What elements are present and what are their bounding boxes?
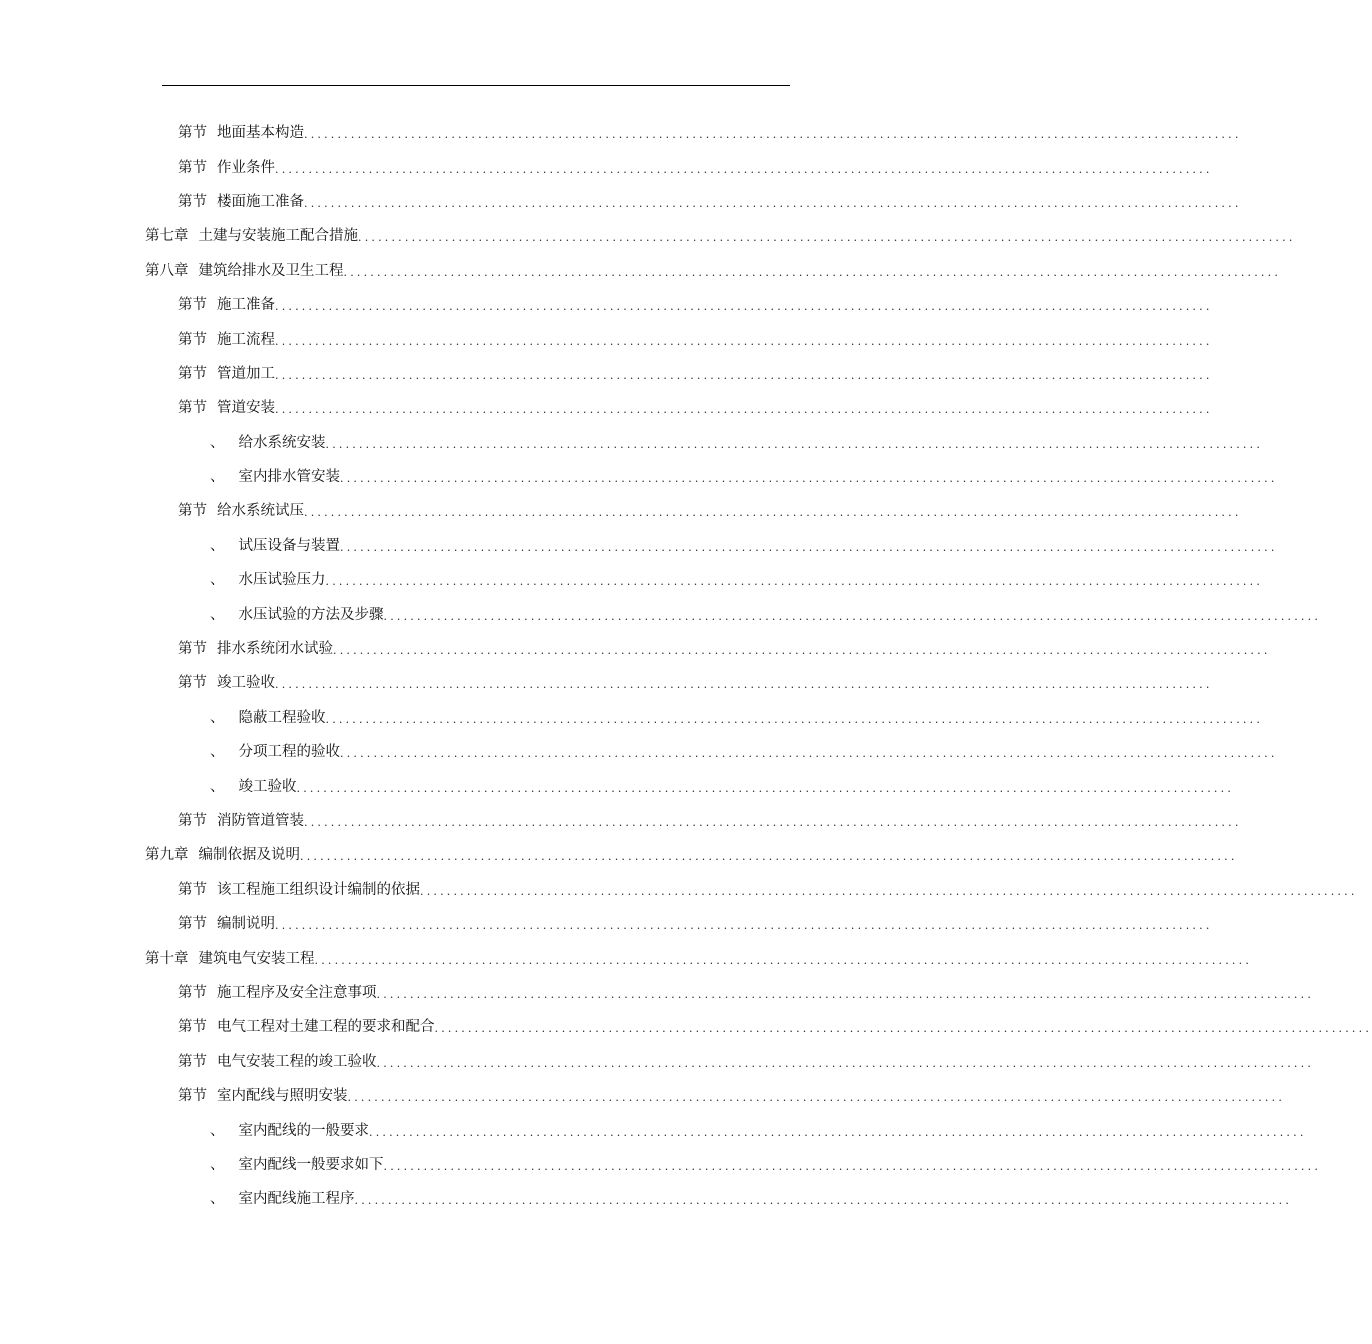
dot-leader: ............................................................................................................................................ bbox=[275, 368, 1213, 382]
toc-entry-title: 电气工程对土建工程的要求和配合 bbox=[217, 1019, 435, 1036]
dot-leader: ............................................................................................................................................ bbox=[383, 609, 1322, 623]
dot-leader: ............................................................................................................................................ bbox=[304, 506, 1242, 520]
table-of-contents bbox=[0, 116, 1372, 1217]
toc-entry-text bbox=[210, 1122, 369, 1140]
toc-entry-title: 室内排水管安装 bbox=[238, 469, 340, 486]
toc-entry-text bbox=[178, 124, 304, 142]
toc-entry-prefix: 第节 bbox=[178, 1088, 207, 1105]
dot-leader: ............................................................................................................................................ bbox=[300, 850, 1238, 864]
toc-entry-text bbox=[210, 778, 297, 796]
toc-entry-prefix: 第节 bbox=[178, 400, 207, 417]
toc-entry-title: 土建与安装施工配合措施 bbox=[198, 228, 358, 245]
toc-entry-text bbox=[178, 915, 275, 933]
toc-entry-prefix: 、 bbox=[210, 709, 225, 726]
toc-entry-24[interactable] bbox=[0, 907, 1213, 941]
toc-entry-1[interactable] bbox=[0, 116, 1242, 150]
toc-entry-prefix: 第节 bbox=[178, 881, 207, 898]
toc-entry-4[interactable] bbox=[0, 219, 1296, 253]
dot-leader: ............................................................................................................................................ bbox=[296, 781, 1235, 795]
toc-entry-prefix: 、 bbox=[210, 1122, 225, 1139]
toc-entry-prefix: 、 bbox=[210, 572, 225, 589]
dot-leader: ............................................................................................................................................ bbox=[347, 1091, 1286, 1105]
toc-entry-16[interactable] bbox=[0, 632, 1271, 666]
toc-entry-title: 作业条件 bbox=[217, 159, 275, 176]
toc-entry-prefix: 第节 bbox=[178, 1019, 207, 1036]
toc-entry-title: 编制说明 bbox=[217, 916, 275, 933]
toc-entry-title: 地面基本构造 bbox=[217, 125, 304, 142]
toc-entry-27[interactable] bbox=[0, 1010, 1372, 1044]
toc-entry-text bbox=[210, 709, 326, 727]
toc-entry-text bbox=[178, 640, 333, 658]
toc-entry-title: 施工程序及安全注意事项 bbox=[217, 984, 377, 1001]
toc-entry-17[interactable] bbox=[0, 666, 1213, 700]
toc-entry-28[interactable] bbox=[0, 1045, 1315, 1079]
toc-entry-prefix: 第节 bbox=[178, 125, 207, 142]
toc-entry-text bbox=[178, 812, 304, 830]
toc-entry-prefix: 第节 bbox=[178, 193, 207, 210]
toc-entry-title: 分项工程的验收 bbox=[238, 744, 340, 761]
toc-entry-23[interactable] bbox=[0, 873, 1358, 907]
toc-entry-prefix: 第节 bbox=[178, 159, 207, 176]
dot-leader: ............................................................................................................................................ bbox=[340, 472, 1278, 486]
toc-entry-title: 给水系统安装 bbox=[238, 434, 326, 451]
toc-entry-25[interactable] bbox=[0, 941, 1253, 975]
toc-entry-text bbox=[210, 537, 340, 555]
header-rule bbox=[162, 85, 790, 86]
toc-entry-text bbox=[210, 434, 326, 452]
toc-entry-text bbox=[178, 331, 275, 349]
toc-entry-prefix: 第节 bbox=[178, 916, 207, 933]
toc-entry-title: 排水系统闭水试验 bbox=[217, 641, 333, 658]
toc-entry-text bbox=[178, 1053, 377, 1071]
toc-entry-20[interactable] bbox=[0, 769, 1235, 803]
toc-entry-text bbox=[145, 846, 300, 864]
toc-entry-text bbox=[178, 193, 304, 211]
toc-entry-prefix: 、 bbox=[210, 537, 225, 554]
dot-leader: ............................................................................................................................................ bbox=[325, 712, 1264, 726]
dot-leader: ............................................................................................................................................ bbox=[434, 1022, 1372, 1036]
toc-entry-title: 管道加工 bbox=[217, 365, 275, 382]
toc-entry-22[interactable] bbox=[0, 838, 1238, 872]
dot-leader: ............................................................................................................................................ bbox=[325, 575, 1264, 589]
toc-entry-title: 室内配线一般要求如下 bbox=[238, 1156, 384, 1173]
dot-leader: ............................................................................................................................................ bbox=[325, 437, 1264, 451]
toc-entry-prefix: 、 bbox=[210, 778, 225, 795]
toc-entry-prefix: 、 bbox=[210, 1191, 225, 1208]
dot-leader: ............................................................................................................................................ bbox=[304, 128, 1242, 142]
toc-entry-12[interactable] bbox=[0, 494, 1242, 528]
toc-entry-text bbox=[178, 881, 420, 899]
toc-entry-31[interactable] bbox=[0, 1148, 1322, 1182]
toc-entry-prefix: 、 bbox=[210, 434, 225, 451]
dot-leader: ............................................................................................................................................ bbox=[275, 678, 1213, 692]
toc-entry-text bbox=[178, 502, 304, 520]
toc-entry-text bbox=[178, 399, 275, 417]
toc-entry-title: 施工流程 bbox=[217, 331, 275, 348]
dot-leader: ............................................................................................................................................ bbox=[275, 334, 1213, 348]
toc-entry-21[interactable] bbox=[0, 804, 1242, 838]
toc-entry-text bbox=[178, 1018, 435, 1036]
toc-entry-title: 消防管道管装 bbox=[217, 813, 304, 829]
toc-entry-prefix: 第节 bbox=[178, 641, 207, 658]
dot-leader: ............................................................................................................................................ bbox=[304, 816, 1242, 829]
toc-entry-6[interactable] bbox=[0, 288, 1213, 322]
dot-leader: ............................................................................................................................................ bbox=[275, 162, 1213, 176]
toc-entry-title: 室内配线的一般要求 bbox=[238, 1122, 369, 1139]
toc-entry-prefix: 、 bbox=[210, 1156, 225, 1173]
toc-entry-title: 电气安装工程的竣工验收 bbox=[217, 1053, 377, 1070]
toc-entry-title: 管道安装 bbox=[217, 400, 275, 417]
toc-entry-text bbox=[210, 1190, 355, 1208]
toc-entry-text bbox=[210, 606, 384, 624]
dot-leader: ............................................................................................................................................ bbox=[420, 884, 1358, 898]
toc-entry-prefix: 第节 bbox=[178, 984, 207, 1001]
toc-entry-18[interactable] bbox=[0, 701, 1264, 735]
dot-leader: ............................................................................................................................................ bbox=[343, 265, 1282, 279]
toc-entry-text bbox=[178, 984, 377, 1002]
toc-entry-32[interactable] bbox=[0, 1182, 1293, 1216]
toc-entry-title: 竣工验收 bbox=[238, 778, 297, 795]
dot-leader: ............................................................................................................................................ bbox=[376, 987, 1315, 1001]
toc-entry-29[interactable] bbox=[0, 1079, 1286, 1113]
toc-entry-title: 竣工验收 bbox=[217, 675, 275, 692]
toc-entry-prefix: 、 bbox=[210, 606, 225, 623]
toc-entry-title: 该工程施工组织设计编制的依据 bbox=[217, 881, 420, 898]
toc-entry-title: 编制依据及说明 bbox=[198, 847, 300, 864]
toc-entry-prefix: 、 bbox=[210, 744, 225, 761]
toc-entry-13[interactable] bbox=[0, 529, 1278, 563]
toc-entry-text bbox=[210, 743, 340, 761]
toc-entry-26[interactable] bbox=[0, 976, 1315, 1010]
dot-leader: ............................................................................................................................................ bbox=[340, 747, 1278, 761]
dot-leader: ............................................................................................................................................ bbox=[275, 300, 1213, 314]
toc-entry-title: 隐蔽工程验收 bbox=[238, 709, 326, 726]
toc-entry-title: 建筑给排水及卫生工程 bbox=[198, 262, 344, 279]
dot-leader: ............................................................................................................................................ bbox=[275, 919, 1213, 933]
toc-entry-prefix: 第节 bbox=[178, 297, 207, 314]
toc-entry-text bbox=[210, 571, 326, 589]
toc-entry-title: 水压试验的方法及步骤 bbox=[238, 606, 384, 623]
toc-entry-prefix: 第九章 bbox=[145, 847, 189, 864]
toc-entry-11[interactable] bbox=[0, 460, 1278, 494]
toc-entry-text bbox=[178, 365, 275, 383]
dot-leader: ............................................................................................................................................ bbox=[376, 1056, 1315, 1070]
toc-entry-text bbox=[178, 159, 275, 177]
toc-entry-19[interactable] bbox=[0, 735, 1278, 769]
toc-entry-title: 室内配线与照明安装 bbox=[217, 1088, 348, 1105]
dot-leader: ............................................................................................................................................ bbox=[369, 1125, 1307, 1139]
toc-entry-title: 给水系统试压 bbox=[217, 503, 304, 520]
toc-entry-text bbox=[178, 1087, 348, 1105]
toc-entry-prefix: 第节 bbox=[178, 365, 207, 382]
toc-entry-15[interactable] bbox=[0, 597, 1322, 631]
dot-leader: ............................................................................................................................................ bbox=[383, 1159, 1322, 1173]
toc-entry-5[interactable] bbox=[0, 254, 1282, 288]
toc-entry-prefix: 第七章 bbox=[145, 228, 189, 245]
toc-entry-prefix: 第节 bbox=[178, 503, 207, 520]
dot-leader: ............................................................................................................................................ bbox=[275, 403, 1213, 417]
toc-entry-prefix: 第十章 bbox=[145, 950, 189, 967]
dot-leader: ............................................................................................................................................ bbox=[314, 953, 1253, 967]
toc-entry-text bbox=[178, 674, 275, 692]
toc-entry-text bbox=[210, 468, 340, 486]
toc-entry-prefix: 、 bbox=[210, 469, 225, 486]
toc-entry-2[interactable] bbox=[0, 150, 1213, 184]
dot-leader: ............................................................................................................................................ bbox=[358, 231, 1296, 245]
dot-leader: ............................................................................................................................................ bbox=[304, 196, 1242, 210]
toc-entry-3[interactable] bbox=[0, 185, 1242, 219]
toc-entry-title: 楼面施工准备 bbox=[217, 193, 304, 210]
toc-entry-title: 室内配线施工程序 bbox=[238, 1191, 355, 1208]
toc-entry-8[interactable] bbox=[0, 357, 1213, 391]
dot-leader: ............................................................................................................................................ bbox=[333, 644, 1271, 658]
toc-entry-30[interactable] bbox=[0, 1113, 1307, 1147]
dot-leader: ............................................................................................................................................ bbox=[354, 1194, 1293, 1208]
toc-entry-title: 建筑电气安装工程 bbox=[198, 950, 315, 967]
toc-entry-14[interactable] bbox=[0, 563, 1264, 597]
toc-entry-9[interactable] bbox=[0, 391, 1213, 425]
toc-entry-prefix: 第八章 bbox=[145, 262, 189, 279]
toc-entry-prefix: 第节 bbox=[178, 1053, 207, 1070]
toc-entry-text bbox=[178, 296, 275, 314]
toc-entry-7[interactable] bbox=[0, 322, 1213, 356]
toc-entry-title: 试压设备与装置 bbox=[238, 537, 340, 554]
toc-entry-title: 水压试验压力 bbox=[238, 572, 326, 589]
dot-leader: ............................................................................................................................................ bbox=[340, 540, 1278, 554]
toc-entry-text bbox=[145, 227, 358, 245]
toc-entry-prefix: 第节 bbox=[178, 331, 207, 348]
toc-entry-prefix: 第节 bbox=[178, 675, 207, 692]
toc-entry-title: 施工准备 bbox=[217, 297, 275, 314]
toc-entry-text bbox=[145, 950, 315, 968]
toc-entry-10[interactable] bbox=[0, 426, 1264, 460]
toc-entry-prefix: 第节 bbox=[178, 813, 207, 829]
toc-entry-text bbox=[145, 262, 344, 280]
toc-entry-text bbox=[210, 1156, 384, 1174]
